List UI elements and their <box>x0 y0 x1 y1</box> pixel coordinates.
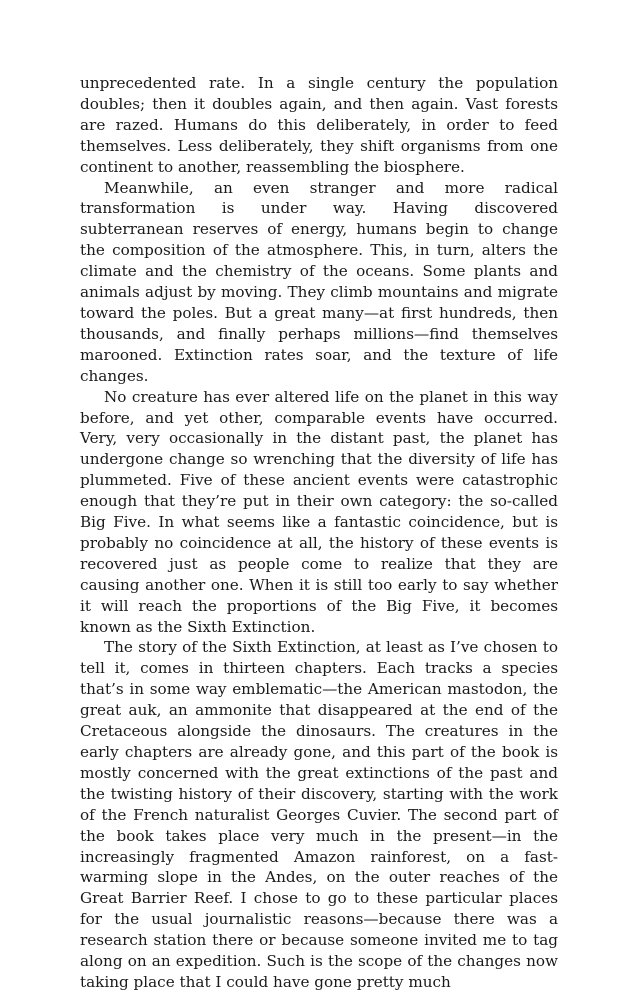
paragraph-continuation: unprecedented rate. In a single century the population doubles; then it doubles again, and then again. Vast forests are razed. Humans do this deliberately, in order to feed themselves. Less deliberately, they shift organisms from one continent to another, reassembling the biosphere. <box>80 74 558 176</box>
book-page <box>80 73 558 993</box>
paragraph: The story of the Sixth Extinction, at least as I’ve chosen to tell it, comes in thirteen chapters. Each tracks a species that’s in some way emblematic—the American mastodon, the great auk, an ammonite that disappeared at the end of the Cretaceous alongside the dinosaurs. The creatures in the early chapters are already gone, and this part of the book is mostly concerned with the great extinctions of the past and the twisting history of their discovery, starting with the work of the French naturalist Georges Cuvier. The second part of the book takes place very much in the present—in the increasingly fragmented Amazon rainforest, on a fast-warming slope in the Andes, on the outer reaches of the Great Barrier Reef. I chose to go to these particular places for the usual journalistic reasons—because there was a research station there or because someone invited me to tag along on an expedition. Such is the scope of the changes now taking place that I could have gone pretty much <box>80 638 558 991</box>
paragraph: No creature has ever altered life on the planet in this way before, and yet other, comparable events have occurred. Very, very occasionally in the distant past, the planet has undergone change so wrenching that the diversity of life has plummeted. Five of these ancient events were catastrophic enough that they’re put in their own category: the so-called Big Five. In what seems like a fantastic coincidence, but is probably no coincidence at all, the history of these events is recovered just as people come to realize that they are causing another one. When it is still too early to say whether it will reach the proportions of the Big Five, it becomes known as the Sixth Extinction. <box>80 387 558 636</box>
paragraph: Meanwhile, an even stranger and more radical transformation is under way. Having discovered subterranean reserves of energy, humans begin to change the composition of the atmosphere. This, in turn, alters the climate and the chemistry of the oceans. Some plants and animals adjust by moving. They climb mountains and migrate toward the poles. But a great many—at first hundreds, then thousands, and finally perhaps millions—find themselves marooned. Extinction rates soar, and the texture of life changes. <box>80 178 558 385</box>
